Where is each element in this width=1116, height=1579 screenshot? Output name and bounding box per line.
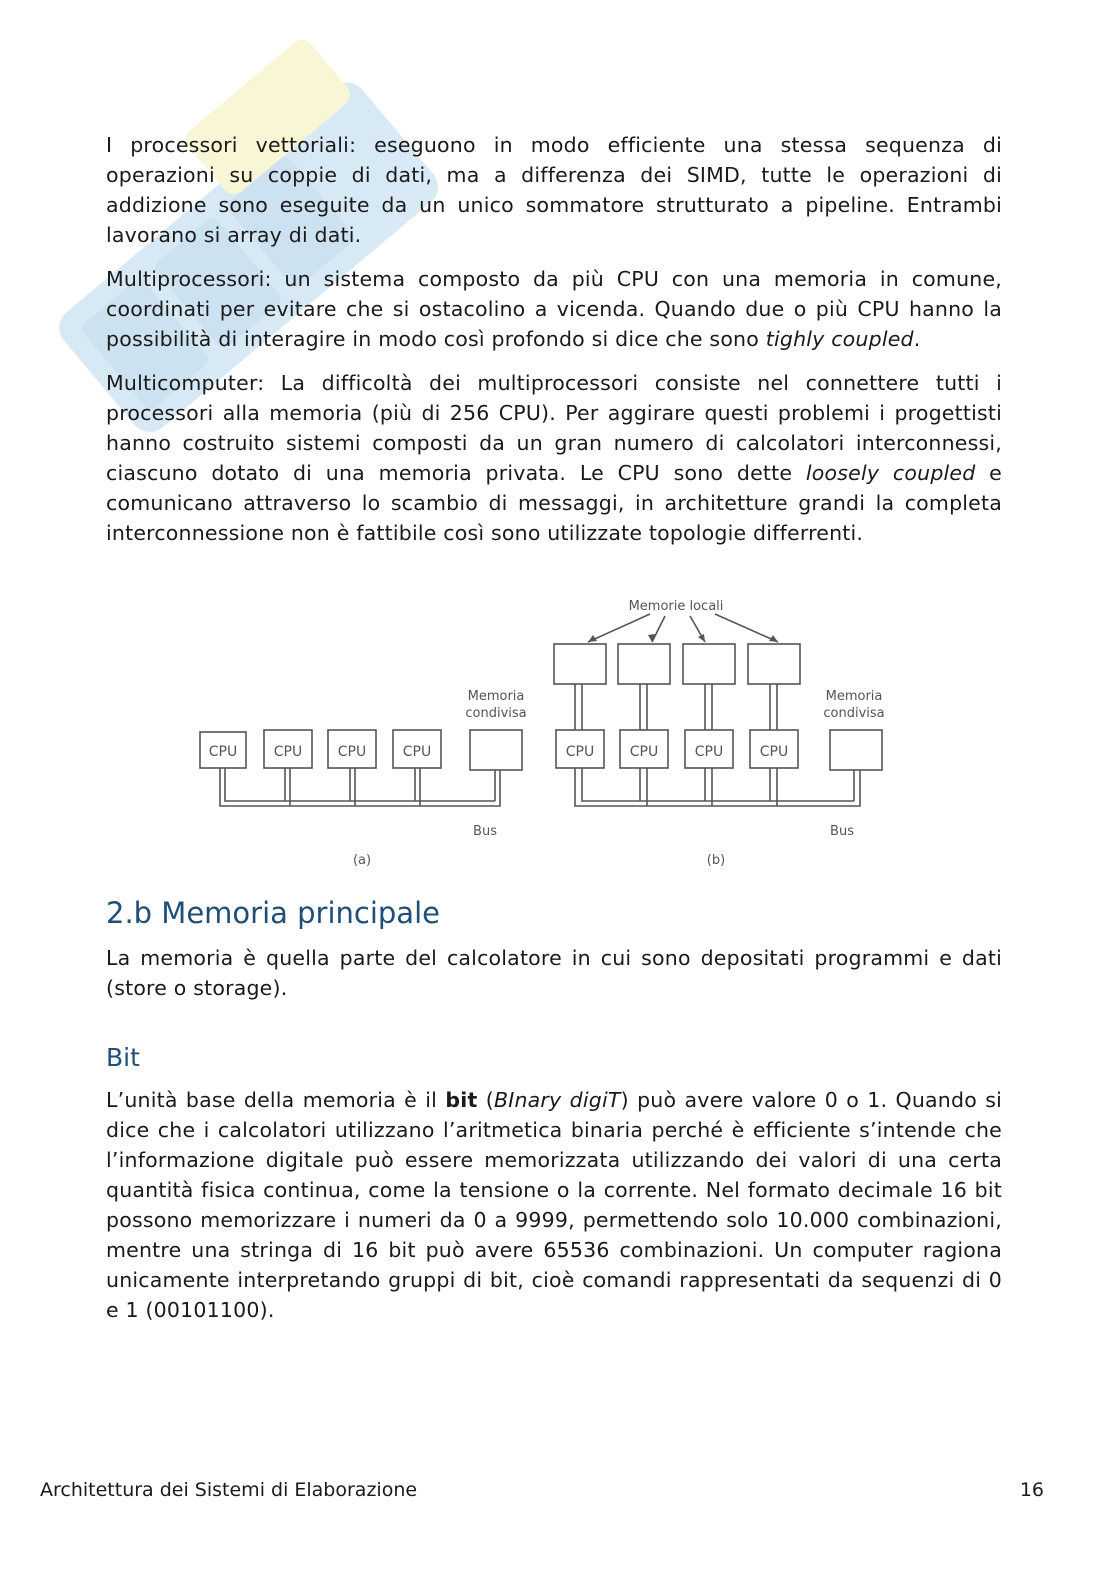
- bus-line: [225, 768, 495, 801]
- shared-memory-label: Memoria: [467, 689, 525, 704]
- paragraph-bit: [106, 1085, 1002, 1325]
- local-memory-box: [618, 644, 670, 684]
- local-memory-box: [683, 644, 735, 684]
- local-memory-box: [554, 644, 606, 684]
- paragraph-text: La memoria è quella parte del calcolatore in cui sono depositati programmi e dati (store o storage).: [106, 946, 1002, 1000]
- page-number: 16: [1019, 1479, 1044, 1501]
- paragraph-multiprocessors: [106, 264, 1002, 354]
- italic-term: tighly coupled: [765, 327, 914, 351]
- cpu-label: CPU: [208, 744, 238, 760]
- cpu-label: CPU: [337, 744, 367, 760]
- body-text: [106, 130, 1002, 562]
- cpu-label: CPU: [629, 744, 659, 760]
- bus-label: Bus: [473, 824, 497, 839]
- italic-term: loosely coupled: [805, 461, 976, 485]
- paragraph-text: L’unità base della memoria è il: [106, 1088, 446, 1112]
- bus-label: Bus: [830, 824, 854, 839]
- arrow-line: [715, 614, 778, 642]
- cpu-label: CPU: [694, 744, 724, 760]
- paragraph-multicomputer: [106, 368, 1002, 548]
- paragraph-text: ) può avere valore 0 o 1. Quando si dice che i calcolatori utilizzano l’aritmetica binaria perché è efficiente s’intende che l’informazione digitale può essere memorizzata utilizzando dei valori di una certa quantità fisica continua, come la tensione o la corrente. Nel formato decimale 16 bit possono memorizzare i numeri da 0 a 9999, permettendo solo 10.000 combinazioni, mentre una stringa di 16 bit può avere 65536 combinazioni. Un computer ragiona unicamente interpretando gruppi di bit, cioè comandi rappresentati da sequenzi di 0 e 1 (00101100).: [106, 1088, 1002, 1322]
- section-title: 2.b Memoria principale: [106, 896, 440, 930]
- architecture-figure: [190, 592, 910, 877]
- local-memory-box: [748, 644, 800, 684]
- memory-link: [770, 684, 777, 730]
- italic-term: BInary digiT: [493, 1088, 621, 1112]
- memory-link: [705, 684, 712, 730]
- shared-memory-box: [470, 730, 522, 770]
- memory-link: [575, 684, 582, 730]
- diagram-a: [200, 730, 522, 806]
- cpu-label: CPU: [759, 744, 789, 760]
- arrow-line: [588, 614, 650, 642]
- paragraph-memory-intro: [106, 943, 1002, 1003]
- subsection-title: Bit: [106, 1043, 140, 1072]
- paragraph-vector-processors: [106, 130, 1002, 250]
- memory-link: [640, 684, 647, 730]
- cpu-label: CPU: [565, 744, 595, 760]
- cpu-label: CPU: [402, 744, 432, 760]
- footer-title: Architettura dei Sistemi di Elaborazione: [40, 1479, 418, 1501]
- shared-memory-box: [830, 730, 882, 770]
- bold-term: bit: [445, 1088, 478, 1112]
- paragraph-text: Multicomputer: La difficoltà dei multiprocessori consiste nel connettere tutti i processori alla memoria (più di 256 CPU). Per aggirare questi problemi i progettisti hanno costruito sistemi composti da un gran numero di calcolatori interconnessi, ciascuno dotato di una memoria privata. Le CPU sono dette: [106, 371, 1002, 485]
- shared-memory-label: Memoria: [825, 689, 883, 704]
- paragraph-text: e comunicano attraverso lo scambio di messaggi, in architetture grandi la completa interconnessione non è fattibile così sono utilizzate topologie differrenti.: [106, 461, 1002, 545]
- caption-b: (b): [706, 853, 726, 868]
- cpu-label: CPU: [273, 744, 303, 760]
- paragraph-text: (: [477, 1088, 494, 1112]
- shared-memory-label: condivisa: [465, 706, 527, 721]
- bus-line: [582, 768, 854, 801]
- caption-a: (a): [352, 853, 372, 868]
- paragraph-text: I processori vettoriali: eseguono in modo efficiente una stessa sequenza di operazioni su coppie di dati, ma a differenza dei SIMD, tutte le operazioni di addizione sono eseguite da un unico sommatore strutturato a pipeline. Entrambi lavorano si array di dati.: [106, 133, 1002, 247]
- shared-memory-label: condivisa: [823, 706, 885, 721]
- arrow-line: [652, 616, 665, 642]
- paragraph-text: .: [913, 327, 921, 351]
- local-memories-label: Memorie locali: [628, 599, 724, 614]
- paragraph-text: Multiprocessori: un sistema composto da più CPU con una memoria in comune, coordinati per evitare che si ostacolino a vicenda. Quando due o più CPU hanno la possibilità di interagire in modo così profondo si dice che sono: [106, 267, 1002, 351]
